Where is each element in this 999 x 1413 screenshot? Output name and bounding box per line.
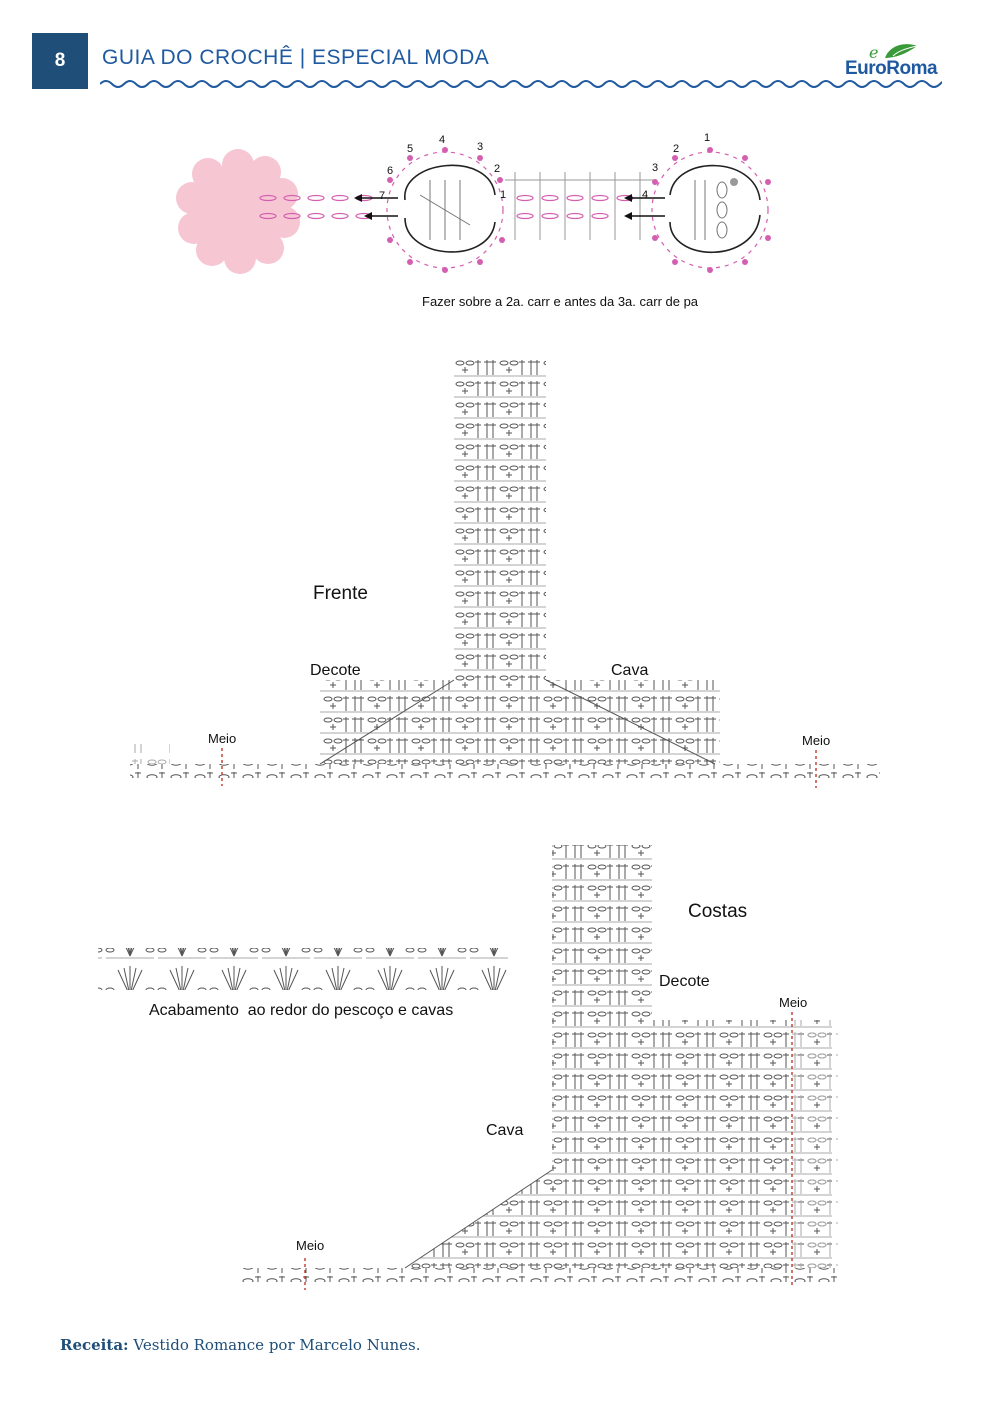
right-motif-number: 2 xyxy=(673,143,680,155)
front-middle-label-left: Meio xyxy=(208,731,237,746)
flower-diagram xyxy=(176,147,771,274)
finishing-border-stitches xyxy=(98,948,508,990)
recipe-credit xyxy=(60,1336,421,1354)
middle-bridge xyxy=(505,172,655,240)
front-base-chain xyxy=(130,764,880,778)
back-strap-stitches xyxy=(552,845,652,1020)
left-motif xyxy=(354,147,505,273)
back-middle-label-top: Meio xyxy=(779,995,808,1010)
pink-flower-shape xyxy=(176,149,300,274)
chain-lines-middle xyxy=(517,196,633,219)
page-title: GUIA DO CROCHÊ | ESPECIAL MODA xyxy=(102,46,490,69)
back-chart xyxy=(240,845,838,1290)
brand-name: EuroRoma xyxy=(845,58,938,79)
svg-text:e: e xyxy=(869,43,879,62)
back-chart-title: Costas xyxy=(688,901,748,922)
left-motif-number: 4 xyxy=(439,134,446,146)
front-neckline-label: Decote xyxy=(310,662,361,679)
front-strap-stitches xyxy=(454,360,546,680)
front-chart-title: Frente xyxy=(313,583,368,604)
left-motif-number: 6 xyxy=(387,165,394,177)
left-motif-number: 7 xyxy=(379,190,386,202)
right-motif xyxy=(624,147,771,273)
finishing-caption: Acabamento ao redor do pescoço e cavas xyxy=(149,1002,454,1019)
left-motif-number: 1 xyxy=(500,189,507,201)
left-motif-number: 5 xyxy=(407,143,414,155)
back-armhole-label: Cava xyxy=(486,1122,524,1139)
right-motif-number: 1 xyxy=(704,132,711,144)
flower-diagram-caption: Fazer sobre a 2a. carr e antes da 3a. carr de pa xyxy=(422,294,699,309)
back-middle-label-bottom: Meio xyxy=(296,1238,325,1253)
left-motif-number: 3 xyxy=(477,141,484,153)
left-motif-number: 2 xyxy=(494,163,501,175)
front-yoke-stitches xyxy=(320,680,720,764)
recipe-label: Receita: xyxy=(60,1336,129,1354)
right-motif-number: 4 xyxy=(642,189,649,201)
back-base-chain xyxy=(240,1268,838,1282)
right-motif-number: 3 xyxy=(652,162,659,174)
front-middle-label-right: Meio xyxy=(802,733,831,748)
back-neckline-label: Decote xyxy=(659,973,710,990)
recipe-text: Vestido Romance por Marcelo Nunes. xyxy=(133,1336,421,1354)
front-armhole-label: Cava xyxy=(611,662,649,679)
page-number: 8 xyxy=(54,50,66,71)
front-chart xyxy=(130,360,880,788)
